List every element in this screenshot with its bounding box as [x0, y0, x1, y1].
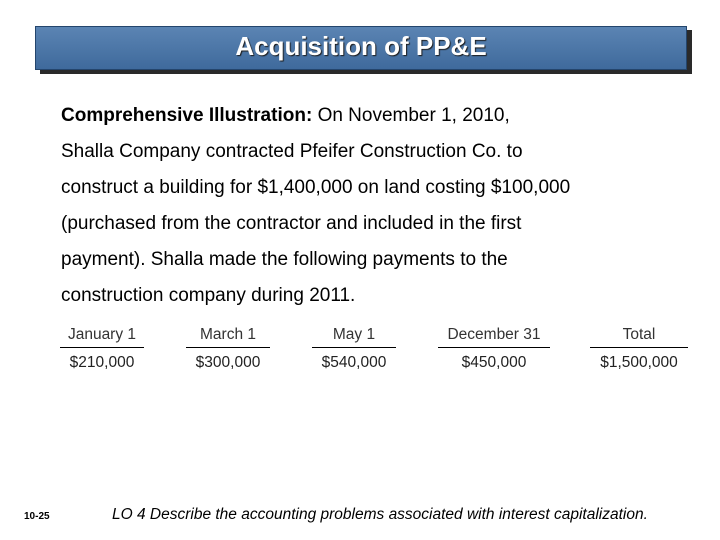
slide-title: Acquisition of PP&E [235, 30, 487, 61]
payment-date: December 31 [447, 326, 541, 343]
payment-column [312, 326, 396, 372]
total-amount: $1,500,000 [590, 347, 688, 372]
payments-table [60, 326, 696, 372]
text-line-2: Shalla Company contracted Pfeifer Construction Co. to [61, 141, 523, 162]
payment-amount: $210,000 [60, 347, 144, 372]
learning-objective-footer: LO 4 Describe the accounting problems associated with interest capitalization. [112, 506, 648, 523]
text-line-4: (purchased from the contractor and included in the first [61, 213, 522, 234]
payment-column [60, 326, 144, 372]
payment-date: May 1 [332, 326, 376, 343]
payment-amount: $300,000 [186, 347, 270, 372]
total-label: Total [622, 326, 656, 343]
payments-row [60, 326, 696, 372]
total-column [590, 326, 688, 372]
illustration-text [61, 98, 671, 314]
payment-column [438, 326, 550, 372]
text-line-3: construct a building for $1,400,000 on land costing $100,000 [61, 177, 571, 198]
slide-number: 10-25 [24, 511, 50, 522]
text-line-5: payment). Shalla made the following payments to the [61, 249, 508, 270]
illustration-lead: Comprehensive Illustration: [61, 105, 313, 126]
text-line-6: construction company during 2011. [61, 285, 356, 306]
title-bar [35, 26, 687, 70]
text-line-1-rest: On November 1, 2010, [317, 105, 510, 126]
payment-amount: $450,000 [438, 347, 550, 372]
payment-column [186, 326, 270, 372]
payment-date: January 1 [67, 326, 137, 343]
text-line-1 [61, 98, 671, 134]
payment-amount: $540,000 [312, 347, 396, 372]
payment-date: March 1 [200, 326, 256, 343]
